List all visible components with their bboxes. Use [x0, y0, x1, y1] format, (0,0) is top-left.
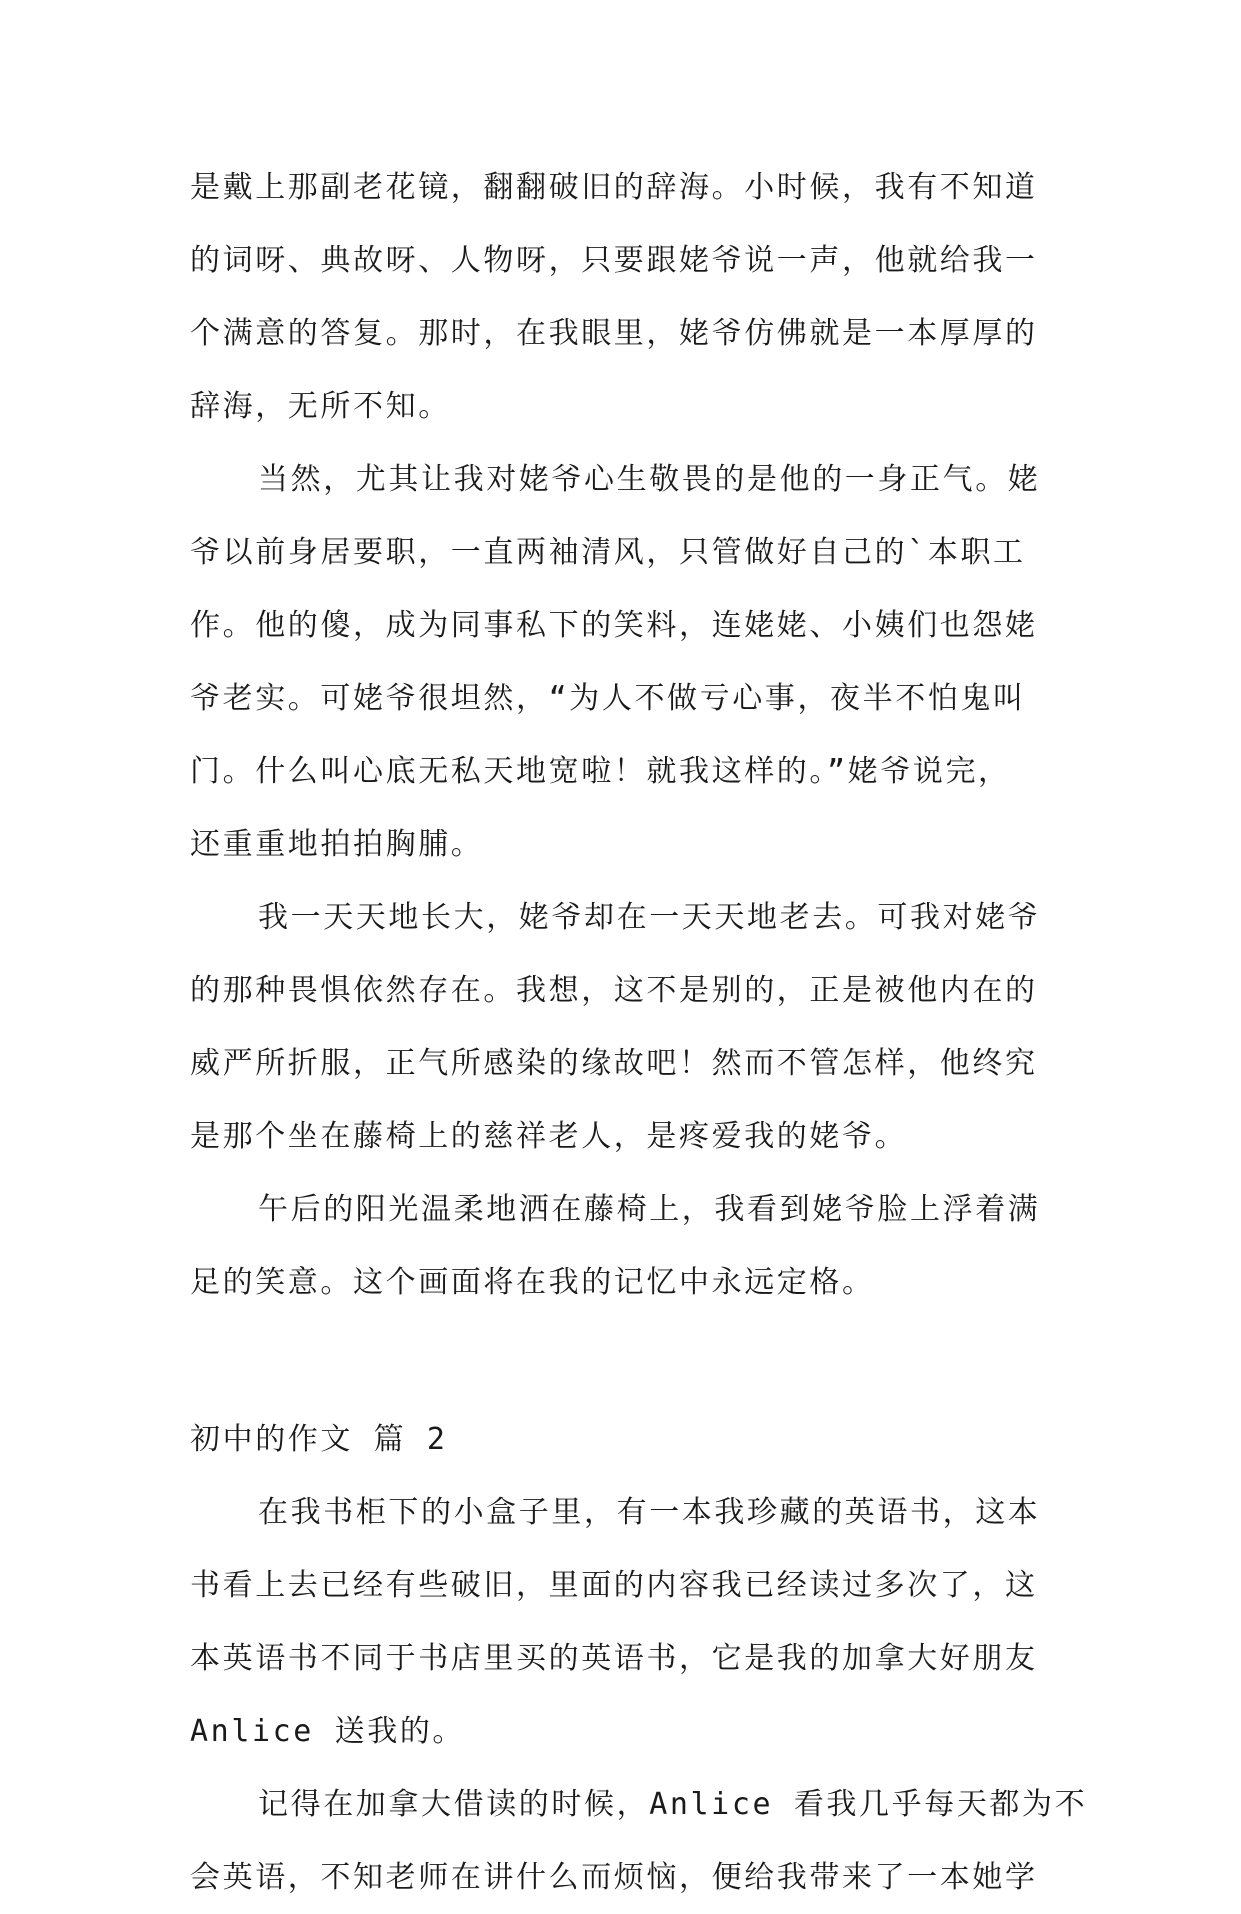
text-line: 会英语，不知老师在讲什么而烦恼，便给我带来了一本她学 [190, 1860, 1038, 1895]
text-line: 还重重地拍拍胸脯。 [190, 827, 484, 862]
text-line: 个满意的答复。那时，在我眼里，姥爷仿佛就是一本厚厚的 [190, 316, 1038, 351]
text-line: 本英语书不同于书店里买的英语书，它是我的加拿大好朋友 [190, 1641, 1038, 1676]
paragraph [190, 1768, 1088, 1914]
text-line: 记得在加拿大借读的时候，Anlice 看我几乎每天都为不 [258, 1787, 1088, 1822]
paragraph [190, 881, 1055, 1173]
paragraph [190, 1173, 1055, 1319]
paragraph [190, 1476, 1055, 1768]
section-heading: 初中的作文 篇 2 [190, 1422, 448, 1457]
text-line: 我一天天地长大，姥爷却在一天天地老去。可我对姥爷 [258, 900, 1041, 935]
text-line: 爷老实。可姥爷很坦然，“为人不做亏心事，夜半不怕鬼叫 [190, 681, 1026, 716]
text-line: 的那种畏惧依然存在。我想，这不是别的，正是被他内在的 [190, 973, 1038, 1008]
text-line: 足的笑意。这个画面将在我的记忆中永远定格。 [190, 1265, 875, 1300]
section-spacer [190, 1319, 1055, 1403]
paragraph [190, 443, 1055, 881]
text-line: 爷以前身居要职，一直两袖清风，只管做好自己的`本职工 [190, 535, 1026, 570]
text-line: 作。他的傻，成为同事私下的笑料，连姥姥、小姨们也怨姥 [190, 608, 1038, 643]
text-line: 当然，尤其让我对姥爷心生敬畏的是他的一身正气。姥 [258, 462, 1041, 497]
paragraph [190, 151, 1055, 443]
text-line: Anlice 送我的。 [190, 1714, 466, 1749]
text-line: 辞海，无所不知。 [190, 389, 451, 424]
text-line: 在我书柜下的小盒子里，有一本我珍藏的英语书，这本 [258, 1495, 1041, 1530]
text-line: 门。什么叫心底无私天地宽啦！就我这样的。”姥爷说完， [190, 754, 1011, 789]
text-line: 是戴上那副老花镜，翻翻破旧的辞海。小时候，我有不知道 [190, 170, 1038, 205]
text-line: 的词呀、典故呀、人物呀，只要跟姥爷说一声，他就给我一 [190, 243, 1038, 278]
text-line: 威严所折服，正气所感染的缘故吧！然而不管怎样，他终究 [190, 1046, 1038, 1081]
document-page [190, 151, 1088, 1914]
text-line: 是那个坐在藤椅上的慈祥老人，是疼爱我的姥爷。 [190, 1119, 908, 1154]
text-line: 午后的阳光温柔地洒在藤椅上，我看到姥爷脸上浮着满 [258, 1192, 1041, 1227]
text-line: 书看上去已经有些破旧，里面的内容我已经读过多次了，这 [190, 1568, 1038, 1603]
